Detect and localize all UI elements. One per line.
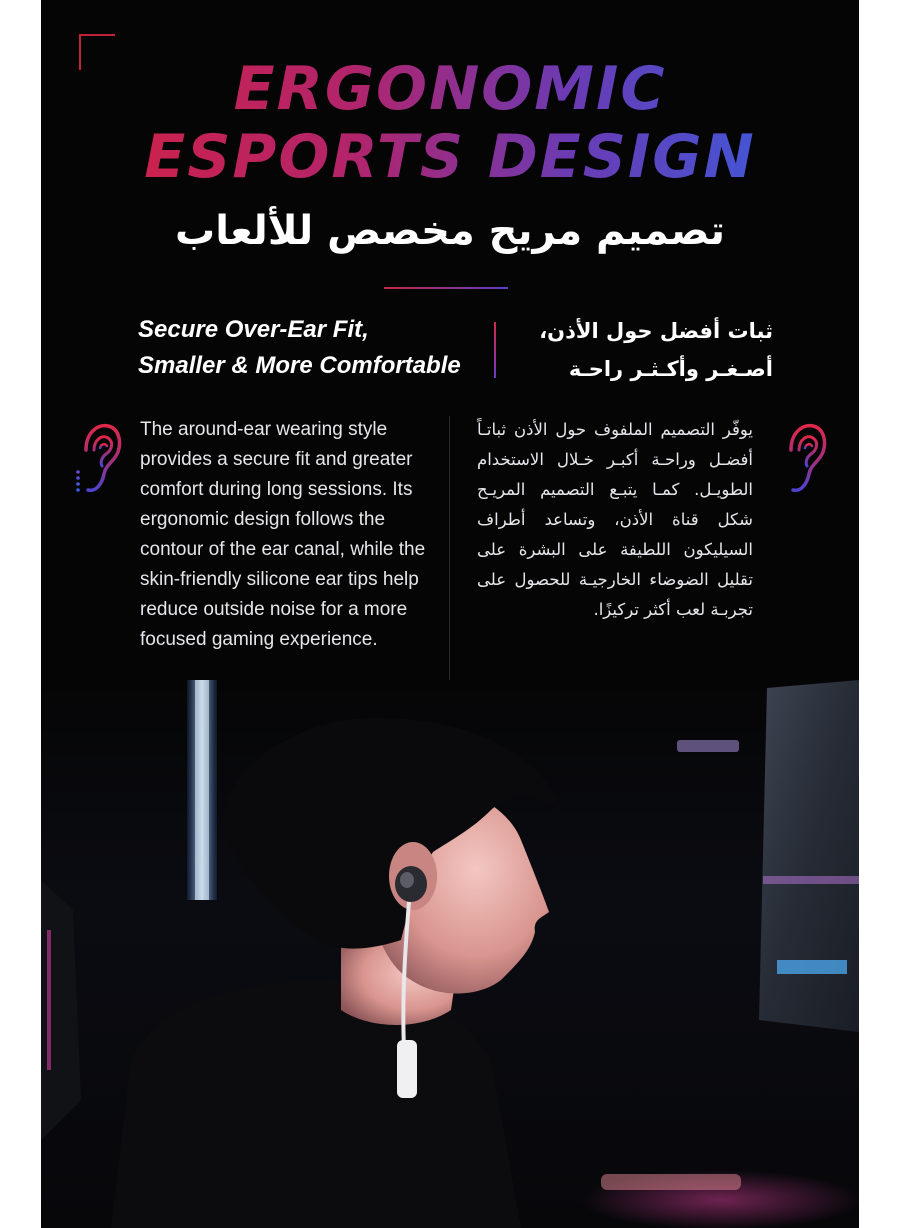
headline-arabic: تصميم مريح مخصص للألعاب xyxy=(175,208,725,254)
ear-icon xyxy=(74,420,122,498)
subtitle-divider xyxy=(494,322,496,378)
subtitle-english xyxy=(138,312,498,384)
subtitle-en-line1: Secure Over-Ear Fit, xyxy=(138,316,369,343)
subtitle-arabic xyxy=(511,312,773,388)
column-divider xyxy=(449,416,450,690)
ear-icon xyxy=(779,420,827,498)
product-panel xyxy=(41,0,859,1228)
description-arabic: يوفّر التصميم الملفوف حول الأذن ثباتـاً أفضـل وراحـة أكبـر خـلال الاستخدام الطويـل. كمـا يتبـع التصميم المريـح شكل قناة الأذن، وتساعد أطراف السيليكون اللطيفة على البشرة على تقليل الضوضاء الخارجيـة للحصول على تجربـة لعب أكثر تركيزًا. xyxy=(477,420,753,619)
subtitle-en-line2: Smaller & More Comfortable xyxy=(138,352,461,379)
headline-line1: ERGONOMIC xyxy=(41,56,859,122)
headline-line2: ESPORTS DESIGN xyxy=(41,124,859,190)
title-divider xyxy=(384,287,508,289)
subtitle-ar-line2: أصـغـر وأكـثـر راحـة xyxy=(568,357,773,381)
subtitle-ar-line1: ثبات أفضل حول الأذن، xyxy=(539,319,773,343)
gamer-photo xyxy=(41,680,859,1228)
description-english: The around-ear wearing style provides a secure fit and greater comfort during long sessions. Its ergonomic design follows the contour of the ear canal, while the skin-friendly silicone ear tips help reduce outside noise for a more focused gaming experience. xyxy=(140,419,426,650)
